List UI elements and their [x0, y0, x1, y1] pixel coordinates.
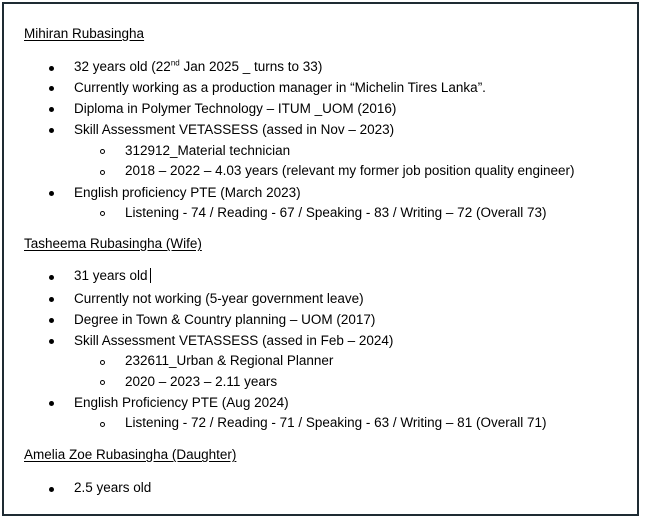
sub-item-scores: Listening - 74 / Reading - 67 / Speaking - 83 / Writing – 72 (Overall 73)	[125, 205, 547, 220]
bullet	[49, 66, 54, 71]
bullet	[49, 487, 54, 492]
sub-item-occupation: 312912_Material technician	[125, 143, 291, 158]
text-cursor	[150, 268, 151, 283]
item-age: 2.5 years old	[74, 480, 152, 495]
sub-item-experience: 2020 – 2023 – 2.11 years	[125, 374, 278, 389]
bullet	[49, 318, 54, 323]
item-job: Currently not working (5-year government leave)	[74, 291, 364, 306]
sub-bullet	[100, 422, 105, 427]
bullet	[49, 128, 54, 133]
bullet	[49, 275, 54, 280]
heading-tasheema: Tasheema Rubasingha (Wife)	[24, 236, 202, 251]
item-age: 32 years old (22nd Jan 2025 _ turns to 33)	[74, 58, 323, 74]
item-diploma: Diploma in Polymer Technology – ITUM _UOM (2016)	[74, 101, 397, 116]
sub-bullet	[100, 380, 105, 385]
sub-item-occupation: 232611_Urban & Regional Planner	[125, 353, 334, 368]
bullet	[49, 401, 54, 406]
sub-item-experience: 2018 – 2022 – 4.03 years (relevant my former job position quality engineer)	[125, 163, 575, 178]
bullet	[49, 107, 54, 112]
bullet	[49, 86, 54, 91]
heading-amelia: Amelia Zoe Rubasingha (Daughter)	[24, 447, 237, 462]
bullet	[49, 339, 54, 344]
item-job: Currently working as a production manager in “Michelin Tires Lanka”.	[74, 80, 486, 95]
item-skill: Skill Assessment VETASSESS (assed in Nov – 2023)	[74, 122, 395, 137]
sub-bullet	[100, 149, 105, 154]
sub-item-scores: Listening - 72 / Reading - 71 / Speaking - 63 / Writing – 81 (Overall 71)	[125, 415, 547, 430]
sub-bullet	[100, 170, 105, 175]
heading-mihiran: Mihiran Rubasingha	[24, 26, 145, 41]
item-english: English proficiency PTE (March 2023)	[74, 185, 301, 200]
item-skill: Skill Assessment VETASSESS (assed in Feb – 2024)	[74, 333, 394, 348]
item-age[interactable]: 31 years old	[74, 268, 151, 283]
sub-bullet	[100, 360, 105, 365]
bullet	[49, 191, 54, 196]
sub-bullet	[100, 211, 105, 216]
bullet	[49, 297, 54, 302]
item-degree: Degree in Town & Country planning – UOM (2017)	[74, 312, 376, 327]
item-english: English Proficiency PTE (Aug 2024)	[74, 395, 289, 410]
